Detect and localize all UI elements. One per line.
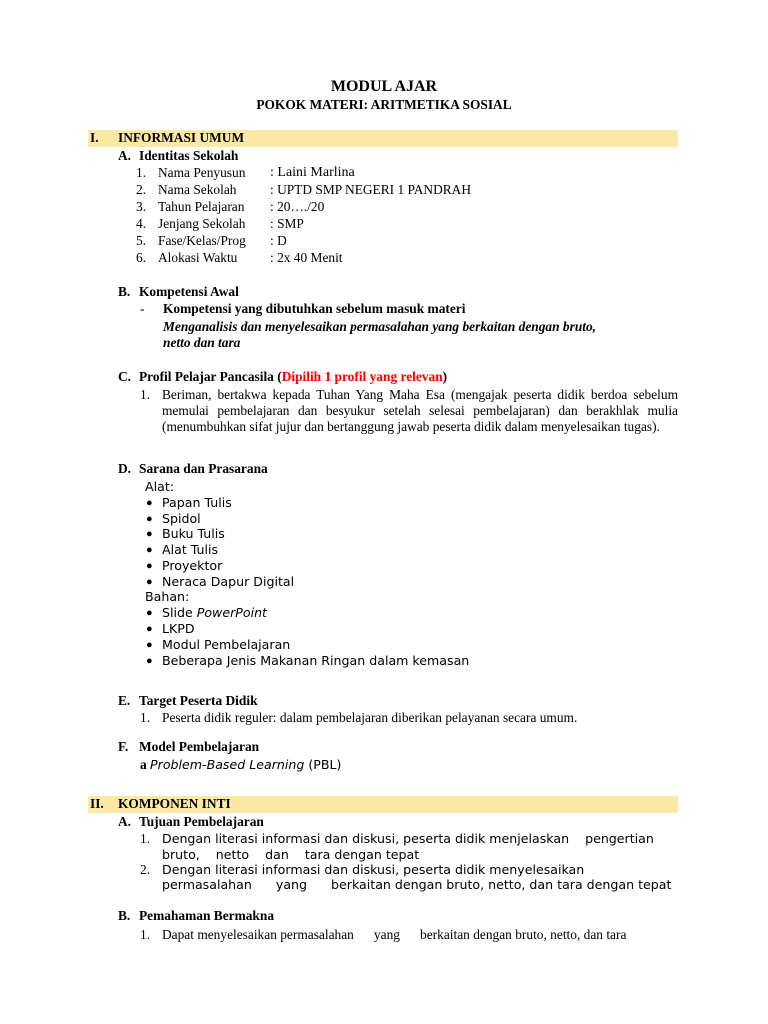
section-2-title: KOMPONEN INTI (118, 796, 231, 811)
list-item: Neraca Dapur Digital (162, 574, 295, 589)
subsection-e-title: Target Peserta Didik (139, 693, 258, 708)
list-item: Papan Tulis (162, 495, 232, 510)
row-value: : Laini Marlina (270, 165, 355, 180)
model-pembelajaran-text (140, 757, 341, 773)
subsection-e-letter: E. (118, 693, 131, 708)
row-label: Tahun Pelajaran (158, 199, 245, 214)
list-item: Beberapa Jenis Makanan Ringan dalam kemasan (162, 653, 470, 668)
bullet-icon: ● (146, 639, 153, 651)
row-label: Fase/Kelas/Prog (158, 233, 246, 248)
bullet-icon: ● (146, 576, 153, 588)
subsection-a-title: Identitas Sekolah (139, 148, 239, 163)
row-value: : 2x 40 Menit (270, 250, 343, 265)
bahan-label: Bahan: (145, 589, 190, 604)
row-label: Alokasi Waktu (158, 250, 238, 265)
document-subtitle: POKOK MATERI: ARITMETIKA SOSIAL (256, 97, 512, 112)
tujuan-letter: A. (118, 814, 132, 829)
pemahaman-item-text: Dapat menyelesaikan permasalahan yang berkaitan dengan bruto, netto, dan tara (162, 927, 627, 942)
model-prefix: a (140, 757, 151, 772)
document-title: MODUL AJAR (330, 78, 438, 95)
slide-text: Slide (162, 605, 197, 620)
section-2-number: II. (90, 796, 104, 811)
subsection-d-title: Sarana dan Prasarana (139, 461, 268, 476)
list-item: Buku Tulis (162, 526, 225, 541)
profil-title: Profil Pelajar Pancasila ( (139, 369, 282, 384)
tujuan-item-number: 2. (140, 862, 151, 877)
row-value: : 20…./20 (270, 199, 325, 214)
bullet-icon: ● (146, 497, 153, 509)
list-item: Proyektor (162, 558, 223, 573)
row-number: 3. (136, 199, 147, 214)
list-item: LKPD (162, 621, 195, 636)
kompetensi-heading: Kompetensi yang dibutuhkan sebelum masuk materi (163, 301, 466, 316)
kompetensi-text-cont: netto dan tara (163, 335, 241, 350)
tujuan-item-text-cont: bruto, netto dan tara dengan tepat (162, 847, 420, 862)
bullet-icon: ● (146, 544, 153, 556)
subsection-c-letter: C. (118, 369, 132, 384)
tujuan-item-text: Dengan literasi informasi dan diskusi, peserta didik menjelaskan pengertian (162, 831, 654, 846)
model-abbrev: (PBL) (304, 757, 342, 772)
row-number: 6. (136, 250, 147, 265)
tujuan-item-number: 1. (140, 831, 151, 846)
profil-title-close: ) (442, 369, 448, 384)
row-label: Nama Sekolah (158, 182, 237, 197)
list-item: Alat Tulis (162, 542, 219, 557)
row-label: Nama Penyusun (158, 165, 246, 180)
profil-red-note: Dipilih 1 profil yang relevan (281, 369, 443, 384)
row-number: 2. (136, 182, 147, 197)
section-1-title: INFORMASI UMUM (118, 130, 245, 145)
subsection-d-letter: D. (118, 461, 132, 476)
subsection-f-letter: F. (118, 739, 129, 754)
list-item: Modul Pembelajaran (162, 637, 291, 652)
row-number: 5. (136, 233, 147, 248)
alat-label: Alat: (145, 479, 175, 494)
subsection-b-letter: B. (118, 284, 131, 299)
tujuan-item-text: Dengan literasi informasi dan diskusi, peserta didik menyelesaikan (162, 862, 585, 877)
subsection-f-title: Model Pembelajaran (139, 739, 260, 754)
bullet-icon: ● (146, 655, 153, 667)
powerpoint-text: PowerPoint (196, 605, 267, 620)
pemahaman-item-number: 1. (140, 927, 151, 942)
list-item: Spidol (162, 511, 201, 526)
section-1-number: I. (90, 130, 99, 145)
subsection-a-letter: A. (118, 148, 132, 163)
profil-item-number: 1. (140, 387, 151, 402)
dash-marker: - (140, 301, 145, 316)
subsection-c-title (139, 369, 447, 385)
profil-item-text: Beriman, bertakwa kepada Tuhan Yang Maha Esa (mengajak peserta didik berdoa sebelum memulai pembelajaran dan besyukur setelah selesai pembelajaran) dan berakhlak mulia (menumbuhkan sifat jujur dan bertanggung jawab peserta didik dalam menyelesaikan tugas). (162, 387, 678, 434)
row-value: : SMP (270, 216, 304, 231)
bullet-icon: ● (146, 607, 153, 619)
tujuan-title: Tujuan Pembelajaran (139, 814, 264, 829)
target-item-number: 1. (140, 710, 151, 725)
bullet-icon: ● (146, 623, 153, 635)
pemahaman-title: Pemahaman Bermakna (139, 908, 275, 923)
subsection-b-title: Kompetensi Awal (139, 284, 239, 299)
row-label: Jenjang Sekolah (158, 216, 246, 231)
tujuan-item-text-cont: permasalahan yang berkaitan dengan bruto, netto, dan tara dengan tepat (162, 877, 672, 892)
row-number: 4. (136, 216, 147, 231)
row-value: : UPTD SMP NEGERI 1 PANDRAH (270, 182, 472, 197)
kompetensi-text: Menganalisis dan menyelesaikan permasalahan yang berkaitan dengan bruto, (163, 319, 597, 334)
model-name: Problem-Based Learning (150, 757, 305, 772)
list-item (162, 605, 267, 621)
bullet-icon: ● (146, 528, 153, 540)
bullet-icon: ● (146, 560, 153, 572)
pemahaman-letter: B. (118, 908, 131, 923)
target-item-text: Peserta didik reguler: dalam pembelajaran diberikan pelayanan secara umum. (162, 710, 578, 725)
row-value: : D (270, 233, 287, 248)
bullet-icon: ● (146, 513, 153, 525)
row-number: 1. (136, 165, 147, 180)
